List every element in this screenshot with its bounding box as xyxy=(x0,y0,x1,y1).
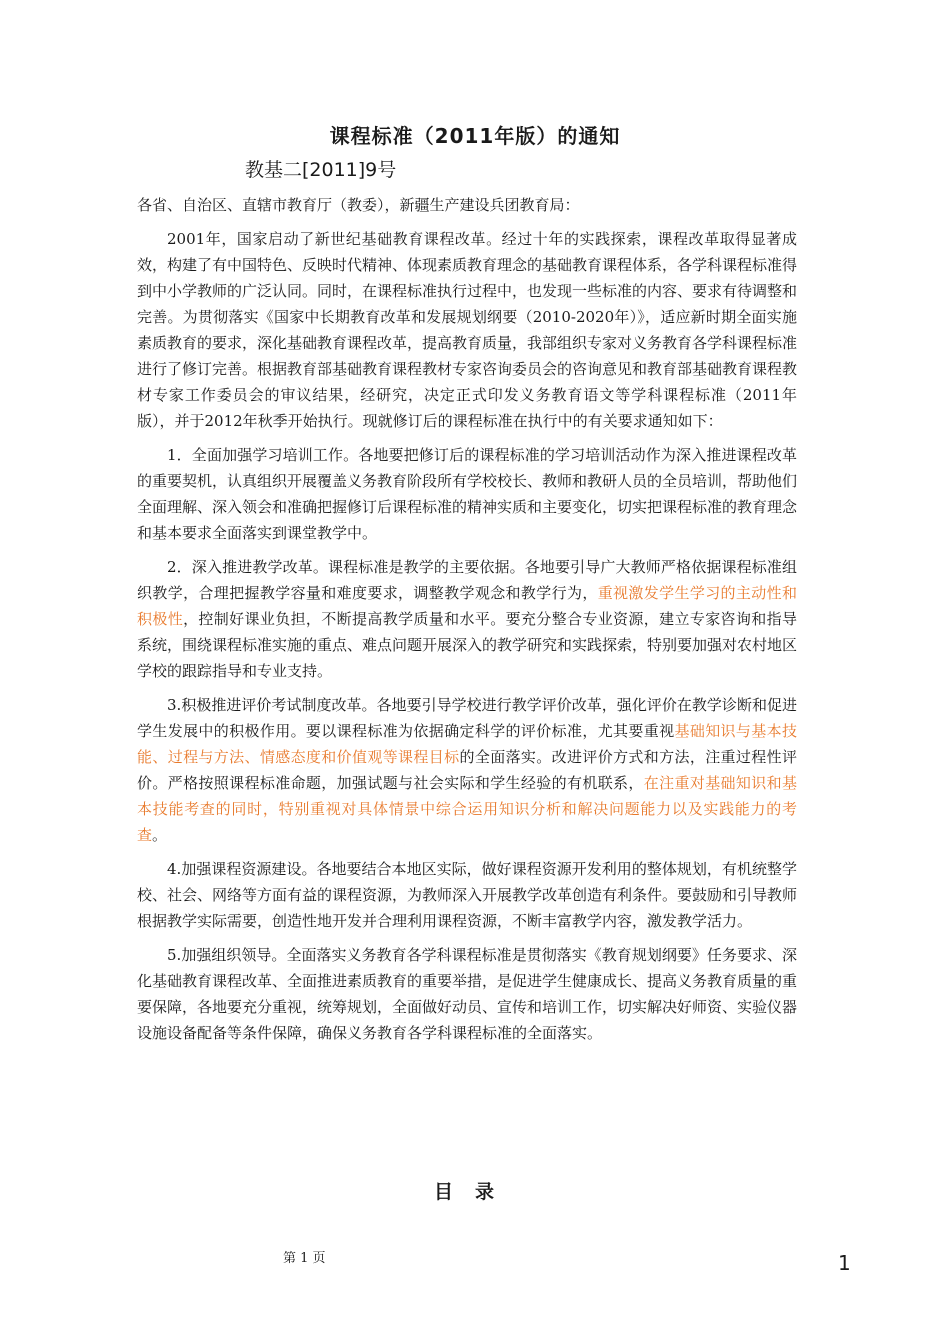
item-5-paragraph: 5.加强组织领导。全面落实义务教育各学科课程标准是贯彻落实《教育规划纲要》任务要求、深化基础教育课程改革、全面推进素质教育的重要举措，是促进学生健康成长、提高义务教育质量的重要保障，各地要充分重视，统筹规划，全面做好动员、宣传和培训工作，切实解决好师资、实验仪器设施设备配备等条件保障，确保义务教育各学科课程标准的全面落实。 xyxy=(137,946,798,1042)
item-2-text-a: 2．深入推进教学改革。课程标准是教学的主要依据。各地要引导广大教师严格依据课程标准组织教学，合理把握教学容量和难度要求，调整教学观念和教学行为， xyxy=(137,558,797,602)
item-4-paragraph: 4.加强课程资源建设。各地要结合本地区实际，做好课程资源开发利用的整体规划，有机统整学校、社会、网络等方面有益的课程资源，为教师深入开展教学改革创造有利条件。要鼓励和引导教师根据教学实际需要，创造性地开发并合理利用课程资源，不断丰富教学内容，激发教学活力。 xyxy=(137,860,798,930)
item-3-paragraph xyxy=(137,692,797,848)
footer-page-label: 第 1 页 xyxy=(283,1251,326,1266)
item-3-text-c: 。 xyxy=(152,826,168,844)
intro-paragraph: 2001年，国家启动了新世纪基础教育课程改革。经过十年的实践探索，课程改革取得显著成效，构建了有中国特色、反映时代精神、体现素质教育理念的基础教育课程体系，各学科课程标准得到中小学教师的广泛认同。同时，在课程标准执行过程中，也发现一些标准的内容、要求有待调整和完善。为贯彻落实《国家中长期教育改革和发展规划纲要（2010-2020年）》，适应新时期全面实施素质教育的要求，深化基础教育课程改革，提高教育质量，我部组织专家对义务教育各学科课程标准进行了修订完善。根据教育部基础教育课程教材专家咨询委员会的咨询意见和教育部基础教育课程教材专家工作委员会的审议结果，经研究，决定正式印发义务教育语文等学科课程标准（2011年版），并于2012年秋季开始执行。现就修订后的课程标准在执行中的有关要求通知如下： xyxy=(137,230,798,430)
item-2-highlight: 重视激发学生学习的主动性和积极性 xyxy=(137,584,797,628)
item-3-highlight-1: 基础知识与基本技能、过程与方法、情感态度和价值观等课程目标 xyxy=(137,722,797,766)
item-3-highlight-2: 在注重对基础知识和基本技能考查的同时，特别重视对具体情景中综合运用知识分析和解决问题能力以及实践能力的考查 xyxy=(137,774,797,844)
document-number: 教基二[2011]9号 xyxy=(245,159,397,181)
toc-title: 目录 xyxy=(433,1181,516,1203)
salutation: 各省、自治区、直辖市教育厅（教委），新疆生产建设兵团教育局： xyxy=(137,196,580,214)
item-1-paragraph: 1．全面加强学习培训工作。各地要把修订后的课程标准的学习培训活动作为深入推进课程改革的重要契机，认真组织开展覆盖义务教育阶段所有学校校长、教师和教研人员的全员培训，帮助他们全面理解、深入领会和准确把握修订后课程标准的精神实质和主要变化，切实把课程标准的教育理念和基本要求全面落实到课堂教学中。 xyxy=(137,446,798,542)
item-3-text-b: 的全面落实。改进评价方式和方法，注重过程性评价。严格按照课程标准命题，加强试题与社会实际和学生经验的有机联系， xyxy=(137,748,797,792)
document-body xyxy=(137,192,797,1054)
page-number: 1 xyxy=(838,1251,851,1275)
document-title: 课程标准（2011年版）的通知 xyxy=(329,124,621,148)
item-2-text-b: ，控制好课业负担，不断提高教学质量和水平。要充分整合专业资源，建立专家咨询和指导系统，围绕课程标准实施的重点、难点问题开展深入的教学研究和实践探索，特别要加强对农村地区学校的跟踪指导和专业支持。 xyxy=(137,610,798,680)
item-2-paragraph xyxy=(137,554,797,684)
item-3-text-a: 3.积极推进评价考试制度改革。各地要引导学校进行教学评价改革，强化评价在教学诊断和促进学生发展中的积极作用。要以课程标准为依据确定科学的评价标准，尤其要重视 xyxy=(137,696,797,740)
